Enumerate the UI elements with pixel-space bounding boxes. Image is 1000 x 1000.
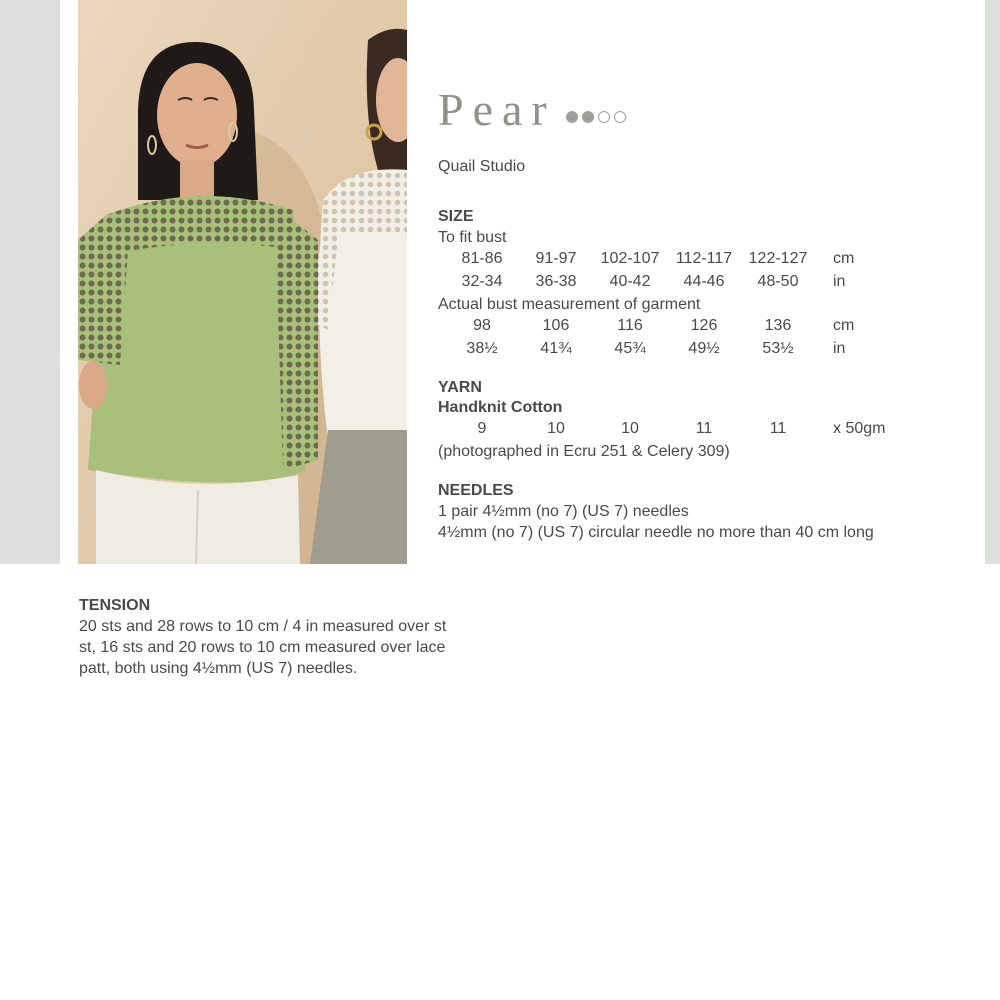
size-cell: 44-46 (683, 273, 725, 290)
size-cell: 41¾ (540, 340, 572, 357)
yarn-quantity-row (438, 418, 958, 441)
actual-bust-label: Actual bust measurement of garment (438, 296, 701, 313)
fit-cm-row (438, 248, 958, 271)
difficulty-rating (566, 111, 626, 123)
size-cell: 40-42 (609, 273, 651, 290)
tension-line: 20 sts and 28 rows to 10 cm / 4 in measured over st (79, 618, 447, 635)
left-decor-band (0, 0, 60, 564)
fit-in-row (438, 271, 958, 294)
yarn-cell: 10 (547, 420, 565, 437)
actual-in-row (438, 338, 958, 361)
tension-line: patt, both using 4½mm (US 7) needles. (79, 660, 358, 677)
size-cell: 38½ (466, 340, 498, 357)
yarn-cell: 9 (477, 420, 487, 437)
yarn-heading: YARN (438, 379, 482, 396)
fit-bust-label: To fit bust (438, 229, 507, 246)
size-cell: 106 (542, 317, 570, 334)
size-section (438, 207, 958, 361)
size-cell: 136 (764, 317, 792, 334)
title-row (438, 84, 626, 136)
yarn-cell: 11 (769, 420, 787, 437)
difficulty-dot-icon (614, 111, 626, 123)
unit-label: x 50gm (833, 420, 886, 437)
unit-label: cm (833, 317, 855, 334)
needles-line: 4½mm (no 7) (US 7) circular needle no more than 40 cm long (438, 524, 874, 541)
difficulty-dot-icon (582, 111, 594, 123)
size-cell: 98 (473, 317, 491, 334)
actual-cm-row (438, 315, 958, 338)
tension-line: st, 16 sts and 20 rows to 10 cm measured over lace (79, 639, 446, 656)
yarn-note: (photographed in Ecru 251 & Celery 309) (438, 443, 730, 460)
tension-heading: TENSION (79, 597, 151, 614)
yarn-cell: 11 (695, 420, 713, 437)
unit-label: in (833, 273, 846, 290)
size-cell: 49½ (688, 340, 720, 357)
difficulty-dot-icon (598, 111, 610, 123)
yarn-section (438, 378, 958, 462)
needles-heading: NEEDLES (438, 482, 514, 499)
size-cell: 91-97 (535, 250, 577, 267)
size-cell: 81-86 (461, 250, 503, 267)
size-cell: 122-127 (748, 250, 808, 267)
size-cell: 53½ (762, 340, 794, 357)
difficulty-dot-icon (566, 111, 578, 123)
pattern-title: Pear (438, 84, 556, 135)
right-decor-band (985, 0, 1000, 564)
needles-section (438, 481, 978, 543)
size-cell: 45¾ (614, 340, 646, 357)
yarn-name: Handknit Cotton (438, 399, 563, 416)
tension-section (79, 596, 479, 679)
yarn-cell: 10 (621, 420, 639, 437)
size-cell: 32-34 (461, 273, 503, 290)
unit-label: in (833, 340, 846, 357)
size-cell: 48-50 (757, 273, 799, 290)
size-cell: 116 (617, 317, 643, 334)
model-photo (78, 0, 407, 564)
unit-label: cm (833, 250, 855, 267)
size-cell: 36-38 (535, 273, 577, 290)
size-cell: 102-107 (600, 250, 660, 267)
size-cell: 112-117 (675, 250, 733, 267)
needles-line: 1 pair 4½mm (no 7) (US 7) needles (438, 503, 689, 520)
designer-name: Quail Studio (438, 158, 526, 175)
size-heading: SIZE (438, 208, 474, 225)
size-cell: 126 (690, 317, 718, 334)
